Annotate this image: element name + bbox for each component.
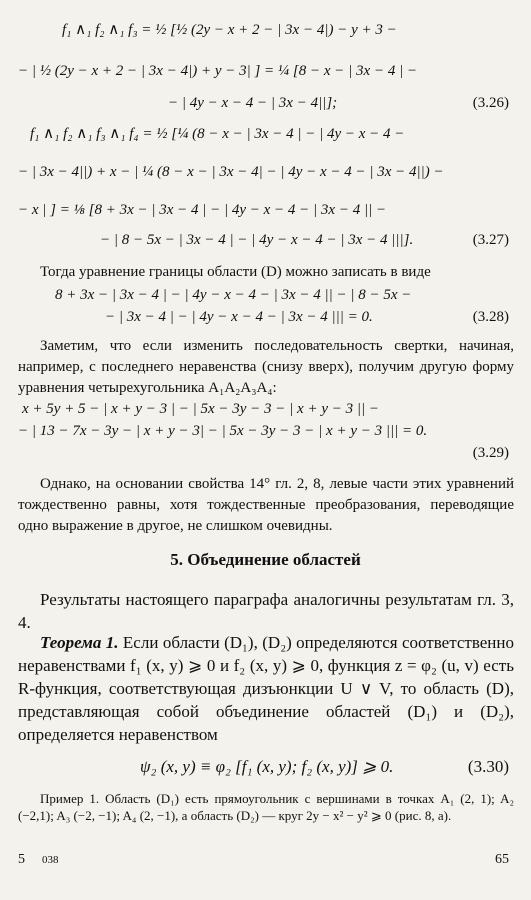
eq-3-26-line-2: − | ½ (2y − x + 2 − | 3x − 4|) + y − 3| ] = ¼ [8 − x − | 3x − 4 | −: [18, 63, 418, 79]
eq-3-28-line-1: 8 + 3x − | 3x − 4 | − | 4y − x − 4 − | 3x − 4 || − | 8 − 5x −: [55, 287, 412, 303]
theorem-1: [18, 631, 514, 746]
paragraph-convolution-order: Заметим, что если изменить последовательность свертки, начиная, например, с последнего неравенства (снизу вверх), получим другую форму уравнения четырехугольника A₁A₂A₃A₄:: [18, 338, 514, 396]
section-heading: 5. Объединение областей: [170, 550, 361, 569]
eq-3-26-line-1: f₁ ∧₁ f₂ ∧₁ f₃ = ½ [½ (2y − x + 2 − | 3x − 4|) − y + 3 −: [62, 22, 397, 38]
theorem-label: Теорема 1.: [40, 633, 119, 652]
eq-3-29-number: (3.29): [472, 445, 509, 461]
eq-3-28-line-2: − | 3x − 4 | − | 4y − x − 4 − | 3x − 4 ||| = 0.: [105, 309, 373, 325]
eq-3-27-line-2: − | 3x − 4||) + x − | ¼ (8 − x − | 3x − 4| − | 4y − x − 4 − | 3x − 4||) −: [18, 164, 444, 180]
eq-3-27-line-1: f₁ ∧₁ f₂ ∧₁ f₃ ∧₁ f₄ = ½ [¼ (8 − x − | 3x − 4 | − | 4y − x − 4 −: [30, 126, 405, 142]
page-number: 65: [495, 852, 509, 867]
eq-3-29-line-2: − | 13 − 7x − 3y − | x + y − 3| − | 5x − 3y − 3 − | x + y − 3 ||| = 0.: [18, 423, 428, 439]
eq-3-26-number: (3.26): [472, 95, 509, 111]
theorem-text: Если области (D₁), (D₂) определяются соответственно неравенствами f₁ (x, y) ⩾ 0 и f₂ (x, y) ⩾ 0, функция z = φ₂ (u, v) есть R-функция, соответствующая дизъюнкции U ∨ V, то область (D), представляющая собой объединение областей (D₁) и (D₂), определяется неравенством: [18, 633, 514, 744]
example-1: Пример 1. Область (D₁) есть прямоугольник с вершинами в точках A₁ (2, 1); A₂ (−2,1); A₃ (−2, −1); A₄ (2, −1), а область (D₂) — круг 2y − x² − y² ⩾ 0 (рис. 8, а).: [18, 791, 514, 823]
eq-3-26-line-3: − | 4y − x − 4 − | 3x − 4||];: [168, 95, 338, 111]
footer-signature-number: 5: [18, 852, 25, 867]
paragraph-boundary-equation: Тогда уравнение границы области (D) можно записать в виде: [40, 264, 431, 280]
eq-3-27-line-3: − x | ] = ⅛ [8 + 3x − | 3x − 4 | − | 4y − x − 4 − | 3x − 4 || −: [18, 202, 387, 218]
eq-3-29-line-1: x + 5y + 5 − | x + y − 3 | − | 5x − 3y − 3 − | x + y − 3 || −: [22, 401, 379, 417]
eq-3-30-number: (3.30): [467, 757, 509, 776]
eq-3-28-number: (3.28): [472, 309, 509, 325]
paragraph-identity-note: Однако, на основании свойства 14° гл. 2, 8, левые части этих уравнений тождественно равны, хотя тождественные преобразования, переводящие одно выражение в другое, не слишком очевидны.: [18, 476, 514, 534]
eq-3-30-line-1: ψ₂ (x, y) ≡ φ₂ [f₁ (x, y); f₂ (x, y)] ⩾ 0.: [140, 757, 394, 776]
eq-3-27-line-4: − | 8 − 5x − | 3x − 4 | − | 4y − x − 4 − | 3x − 4 |||].: [100, 232, 414, 248]
footer-print-code: 038: [42, 854, 59, 866]
paragraph-results: Результаты настоящего параграфа аналогичны результатам гл. 3, 4.: [18, 590, 514, 632]
eq-3-27-number: (3.27): [472, 232, 509, 248]
